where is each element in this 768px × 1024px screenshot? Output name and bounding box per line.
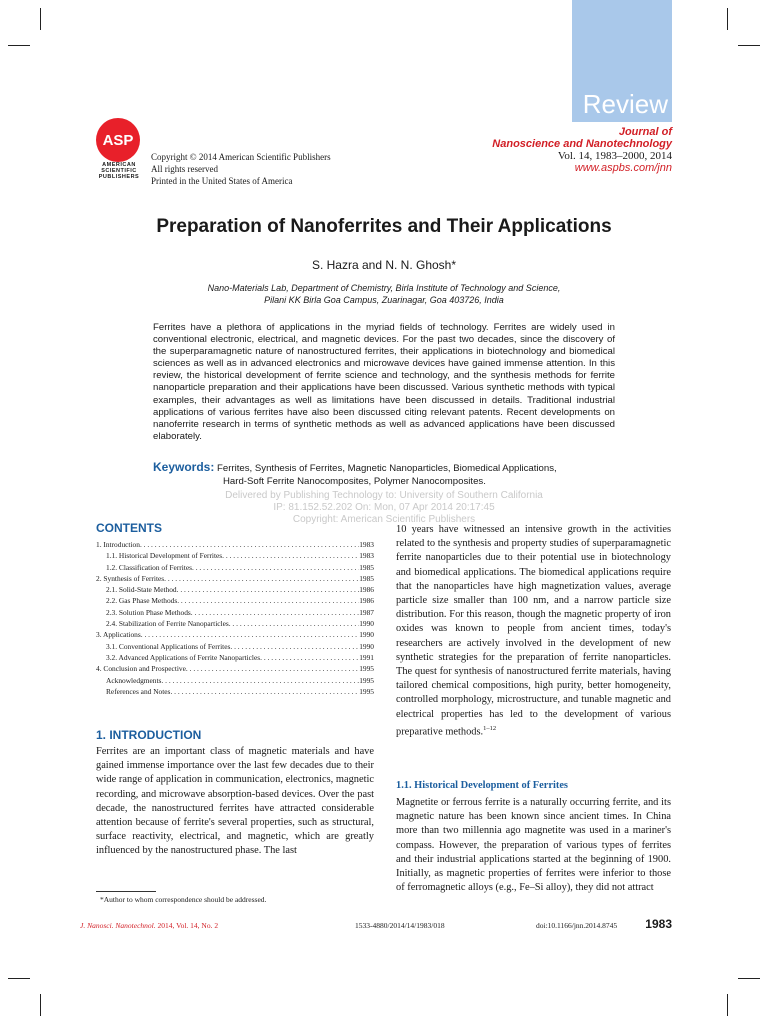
logo-line: AMERICAN bbox=[102, 162, 136, 168]
journal-url[interactable]: www.aspbs.com/jnn bbox=[574, 162, 672, 174]
crop-mark bbox=[727, 8, 728, 30]
toc-label: 2.2. Gas Phase Methods bbox=[106, 596, 178, 606]
toc-page: 1991 bbox=[359, 652, 374, 662]
toc-label: 1.2. Classification of Ferrites bbox=[106, 562, 193, 572]
toc-label: 2.1. Solid-State Method bbox=[106, 585, 177, 595]
toc-label: 2.3. Solution Phase Methods bbox=[106, 607, 191, 617]
toc-entry[interactable] bbox=[96, 584, 374, 595]
toc-page: 1995 bbox=[359, 686, 374, 696]
footer-citation bbox=[80, 921, 218, 930]
section-heading: 1. INTRODUCTION bbox=[96, 728, 202, 742]
review-label: Review bbox=[582, 89, 668, 119]
affiliation-line: Pilani KK Birla Goa Campus, Zuarinagar, Goa 403726, India bbox=[264, 295, 504, 305]
article-title: Preparation of Nanoferrites and Their Applications bbox=[156, 216, 612, 237]
body-paragraph: Magnetite or ferrous ferrite is a naturally occurring ferrite, and its magnetic nature has been known since ancient times. In China more than two millennia ago magnetite was used in a mariner's compass. However, the preparation of various types of ferrites and their industrial applications started at the beginning of 1900. Initially, as magnetic properties of ferrites were inferior to those of ferromagnetic alloys (e.g., Fe–Si alloy), they did not attract bbox=[396, 797, 671, 894]
toc-entry[interactable] bbox=[96, 663, 374, 674]
watermark-line: Delivered by Publishing Technology to: University of Southern California bbox=[225, 490, 543, 501]
toc-entry[interactable] bbox=[96, 686, 374, 697]
crop-mark bbox=[8, 978, 30, 979]
toc-page: 1990 bbox=[359, 630, 374, 640]
subsection-heading: 1.1. Historical Development of Ferrites bbox=[396, 780, 568, 791]
footer-journal-rest: 2014, Vol. 14, No. 2 bbox=[155, 921, 219, 930]
keywords-line: Ferrites, Synthesis of Ferrites, Magnetic Nanoparticles, Biomedical Applications, bbox=[217, 463, 557, 474]
toc-label: 3.2. Advanced Applications of Ferrite Nanoparticles bbox=[106, 652, 261, 662]
copyright-block bbox=[151, 151, 331, 187]
footer-journal: J. Nanosci. Nanotechnol. bbox=[80, 921, 156, 930]
footer-issn: 1533-4880/2014/14/1983/018 bbox=[355, 921, 445, 930]
toc-entry[interactable] bbox=[96, 629, 374, 640]
logo-line: SCIENTIFIC bbox=[101, 168, 137, 174]
toc-label: 1.1. Historical Development of Ferrites bbox=[106, 551, 223, 561]
toc-entry[interactable] bbox=[96, 641, 374, 652]
copyright-line: Printed in the United States of America bbox=[151, 176, 293, 186]
toc-page: 1983 bbox=[359, 540, 374, 549]
toc-entry[interactable] bbox=[96, 562, 374, 573]
toc-page: 1986 bbox=[359, 585, 374, 595]
authors: S. Hazra and N. N. Ghosh* bbox=[311, 258, 457, 272]
footnote: *Author to whom correspondence should be addressed. bbox=[100, 895, 267, 904]
toc-page: 1985 bbox=[359, 562, 374, 572]
toc-label: Acknowledgments bbox=[106, 675, 162, 685]
toc-page: 1985 bbox=[359, 573, 374, 583]
publisher-logo bbox=[94, 118, 144, 180]
journal-volume: Vol. 14, 1983–2000, 2014 bbox=[557, 150, 672, 162]
table-of-contents bbox=[96, 539, 374, 697]
journal-name: Journal of bbox=[618, 126, 672, 138]
copyright-line: All rights reserved bbox=[151, 164, 218, 174]
footer-doi[interactable]: doi:10.1166/jnn.2014.8745 bbox=[536, 921, 618, 930]
logo-text: ASP bbox=[102, 131, 134, 149]
toc-entry[interactable] bbox=[96, 573, 374, 584]
reference-superscript: 1–12 bbox=[483, 724, 497, 732]
toc-entry[interactable] bbox=[96, 607, 374, 618]
crop-mark bbox=[40, 994, 41, 1016]
toc-page: 1986 bbox=[359, 596, 374, 606]
watermark-line: IP: 81.152.52.202 On: Mon, 07 Apr 2014 20:17:45 bbox=[273, 502, 495, 513]
toc-label: 2. Synthesis of Ferrites bbox=[96, 573, 165, 583]
footnote-rule bbox=[96, 891, 156, 892]
body-text: 10 years have witnessed an intensive growth in the activities related to the synthesis and property studies of superparamagnetic ferrite nanoparticles due to their potential use in biotechnology and biomedical applications. The biomedical applications require that the nanoparticles have high magnetization values, average particle size smaller than 100 nm, and a narrow particle size distribution. For this reason, though the magnetic property of iron oxides was known to people from ancient times, today's researchers are actively involved in the development of new synthetic strategies for the preparation of ferrite nanoparticles. The quest for synthesis of nanostructured ferrite materials, having tailored chemical compositions, high purity, better homogeneity, controlled morphology, microstructure, and tunable magnetic and electrical properties has led to the development of various preparative methods. bbox=[396, 524, 671, 738]
toc-entry[interactable] bbox=[96, 595, 374, 606]
crop-mark bbox=[738, 978, 760, 979]
toc-entry[interactable] bbox=[96, 652, 374, 663]
contents-heading: CONTENTS bbox=[96, 521, 162, 535]
keywords bbox=[153, 461, 623, 488]
toc-page: 1995 bbox=[359, 664, 374, 674]
crop-mark bbox=[738, 45, 760, 46]
toc-page: 1987 bbox=[359, 607, 374, 617]
affiliation bbox=[0, 282, 768, 306]
toc-label: References and Notes bbox=[106, 686, 171, 696]
toc-page: 1990 bbox=[359, 641, 374, 651]
page-number: 1983 bbox=[645, 917, 672, 931]
toc-page: 1990 bbox=[359, 619, 374, 629]
toc-entry[interactable] bbox=[96, 539, 374, 550]
toc-label: 4. Conclusion and Prospective bbox=[96, 664, 186, 674]
toc-label: 3.1. Conventional Applications of Ferrites bbox=[106, 641, 231, 651]
affiliation-line: Nano-Materials Lab, Department of Chemistry, Birla Institute of Technology and Science, bbox=[207, 283, 561, 293]
review-tab bbox=[572, 0, 672, 122]
crop-mark bbox=[727, 994, 728, 1016]
crop-mark bbox=[8, 45, 30, 46]
body-paragraph: Ferrites are an important class of magnetic materials and have gained immense importance over the last few decades due to their wide range of application in communication, electronics, magnetic recording, and microwave absorption-based devices. Over the past decade, the nanostructured ferrites have attracted considerable attention because of ferrite's several properties, such as structural, surface reactivity, electrical, and magnetic, which are greatly influenced by the nanostructured phase. The last bbox=[96, 746, 374, 857]
crop-mark bbox=[40, 8, 41, 30]
journal-header bbox=[492, 126, 672, 174]
toc-page: 1983 bbox=[359, 551, 374, 561]
toc-label: 1. Introduction bbox=[96, 540, 140, 549]
toc-entry[interactable] bbox=[96, 675, 374, 686]
body-paragraph bbox=[396, 523, 671, 740]
toc-entry[interactable] bbox=[96, 550, 374, 561]
copyright-line: Copyright © 2014 American Scientific Publishers bbox=[151, 152, 331, 162]
keywords-line: Hard-Soft Ferrite Nanocomposites, Polymer Nanocomposites. bbox=[223, 476, 486, 487]
toc-entry[interactable] bbox=[96, 618, 374, 629]
toc-label: 3. Applications bbox=[96, 630, 141, 640]
watermark-line: Copyright: American Scientific Publishers bbox=[292, 514, 476, 525]
journal-name: Nanoscience and Nanotechnology bbox=[492, 138, 672, 150]
asp-logo-icon bbox=[96, 118, 140, 162]
logo-line: PUBLISHERS bbox=[98, 174, 140, 180]
keywords-label: Keywords: bbox=[153, 460, 215, 474]
toc-page: 1995 bbox=[359, 675, 374, 685]
abstract: Ferrites have a plethora of applications in the myriad fields of technology. Ferrites are widely used in conventional electronic, electrical, and magnetic devices. For the past two decades, since the discovery of the superparamagnetic nature of nanostructured ferrites, their applications in biotechnology and biomedical sciences as well as in advanced electronics and microwave devices have gained immense attention. In this review, the historical development of ferrite science and technology, and the synthesis methods for ferrite nanoparticle preparation and their applications have been discussed. Various synthetic methods with typical examples, their advantages as well as limitations have been discussed in details. Traditional industrial applications of various ferrites have also been discussed citing relevant patents. Recent developments on nanoferrite research in terms of synthetic methods as well as advanced applications have been discussed elaborately. bbox=[153, 322, 615, 442]
toc-label: 2.4. Stabilization of Ferrite Nanoparticles bbox=[106, 619, 229, 629]
